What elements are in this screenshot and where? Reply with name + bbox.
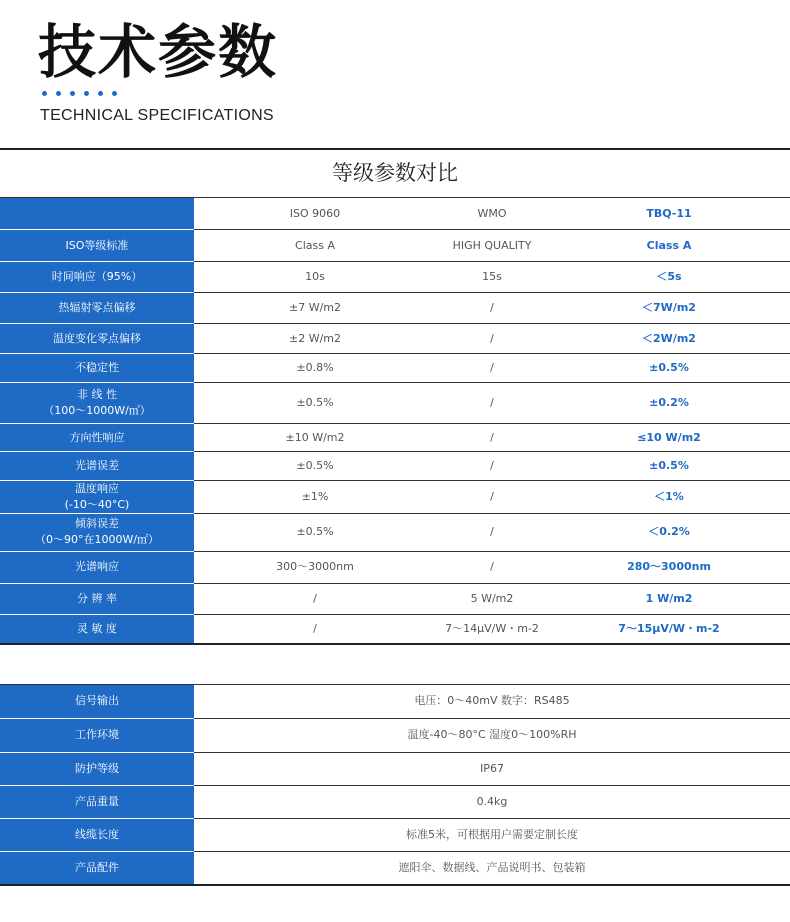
product-value: ＜1% xyxy=(548,481,790,514)
row-label: 分 辨 率 xyxy=(0,583,194,614)
row-label: 防护等级 xyxy=(0,752,194,785)
spec-value: 电压：0～40mV 数字：RS485 xyxy=(194,685,790,718)
iso-value: ±0.5% xyxy=(194,452,436,481)
wmo-value: / xyxy=(436,452,548,481)
iso-value: ±7 W/m2 xyxy=(194,293,436,324)
row-label: 光谱响应 xyxy=(0,551,194,583)
table-row xyxy=(0,452,790,481)
row-label: 光谱误差 xyxy=(0,452,194,481)
table-row xyxy=(0,424,790,452)
row-label: 信号输出 xyxy=(0,685,194,718)
spec-value: 标准5米，可根据用户需要定制长度 xyxy=(194,818,790,851)
row-label: 产品配件 xyxy=(0,851,194,885)
wmo-value: HIGH QUALITY xyxy=(436,230,548,262)
table-row xyxy=(0,718,790,752)
dot-icon xyxy=(84,91,89,96)
page-header xyxy=(0,0,790,150)
iso-value: / xyxy=(194,583,436,614)
column-header-iso: ISO 9060 xyxy=(194,198,436,230)
row-label: 产品重量 xyxy=(0,785,194,818)
table-row xyxy=(0,685,790,718)
table-row xyxy=(0,481,790,514)
row-label: ISO等级标准 xyxy=(0,230,194,262)
page-subtitle: TECHNICAL SPECIFICATIONS xyxy=(40,107,274,124)
table-row xyxy=(0,614,790,644)
product-value: 1 W/m2 xyxy=(548,583,790,614)
product-value: ±0.5% xyxy=(548,354,790,383)
spec-value: 0.4kg xyxy=(194,785,790,818)
column-header-product: TBQ-11 xyxy=(548,198,790,230)
product-value: ≤10 W/m2 xyxy=(548,424,790,452)
compare-table xyxy=(0,197,790,645)
row-label: 热辐射零点偏移 xyxy=(0,293,194,324)
table-row xyxy=(0,752,790,785)
dot-icon xyxy=(42,91,47,96)
product-value: 280～3000nm xyxy=(548,551,790,583)
dot-icon xyxy=(112,91,117,96)
product-value: Class A xyxy=(548,230,790,262)
product-value: ＜7W/m2 xyxy=(548,293,790,324)
product-value: ±0.5% xyxy=(548,452,790,481)
wmo-value: 5 W/m2 xyxy=(436,583,548,614)
dot-icon xyxy=(98,91,103,96)
row-label: 方向性响应 xyxy=(0,424,194,452)
row-label: 非 线 性 （100～1000W/㎡） xyxy=(0,383,194,424)
wmo-value: / xyxy=(436,513,548,551)
iso-value: ±0.8% xyxy=(194,354,436,383)
table-row xyxy=(0,354,790,383)
spec-value: 遮阳伞、数据线、产品说明书、包装箱 xyxy=(194,851,790,885)
table-row xyxy=(0,383,790,424)
product-value: ＜5s xyxy=(548,262,790,293)
table-row xyxy=(0,513,790,551)
row-label xyxy=(0,198,194,230)
wmo-value: / xyxy=(436,424,548,452)
row-label: 倾斜误差 （0～90°在1000W/㎡） xyxy=(0,513,194,551)
decorative-dots xyxy=(42,91,117,96)
wmo-value: / xyxy=(436,354,548,383)
table-row xyxy=(0,785,790,818)
wmo-value: / xyxy=(436,481,548,514)
row-label: 温度响应 (-10～40°C) xyxy=(0,481,194,514)
iso-value: Class A xyxy=(194,230,436,262)
table-row xyxy=(0,551,790,583)
table-row xyxy=(0,262,790,293)
table-row xyxy=(0,818,790,851)
table-row xyxy=(0,583,790,614)
table-row xyxy=(0,851,790,885)
iso-value: ±10 W/m2 xyxy=(194,424,436,452)
iso-value: 300～3000nm xyxy=(194,551,436,583)
table-header-row xyxy=(0,198,790,230)
page-title: 技术参数 xyxy=(38,18,279,86)
wmo-value: / xyxy=(436,293,548,324)
row-label: 不稳定性 xyxy=(0,354,194,383)
spec-value: IP67 xyxy=(194,752,790,785)
dot-icon xyxy=(56,91,61,96)
iso-value: ±1% xyxy=(194,481,436,514)
wmo-value: 15s xyxy=(436,262,548,293)
product-value: 7～15μV/W・m-2 xyxy=(548,614,790,644)
wmo-value: 7～14μV/W・m-2 xyxy=(436,614,548,644)
row-label: 线缆长度 xyxy=(0,818,194,851)
table-row xyxy=(0,324,790,354)
table-row xyxy=(0,293,790,324)
dot-icon xyxy=(70,91,75,96)
product-value: ＜0.2% xyxy=(548,513,790,551)
table-row xyxy=(0,230,790,262)
iso-value: ±2 W/m2 xyxy=(194,324,436,354)
compare-table-title: 等级参数对比 xyxy=(332,161,458,185)
product-value: ＜2W/m2 xyxy=(548,324,790,354)
row-label: 灵 敏 度 xyxy=(0,614,194,644)
column-header-wmo: WMO xyxy=(436,198,548,230)
spec-table xyxy=(0,685,790,886)
row-label: 工作环境 xyxy=(0,718,194,752)
wmo-value: / xyxy=(436,551,548,583)
wmo-value: / xyxy=(436,324,548,354)
iso-value: ±0.5% xyxy=(194,383,436,424)
row-label: 温度变化零点偏移 xyxy=(0,324,194,354)
spec-value: 温度-40～80°C 湿度0～100%RH xyxy=(194,718,790,752)
iso-value: ±0.5% xyxy=(194,513,436,551)
wmo-value: / xyxy=(436,383,548,424)
iso-value: 10s xyxy=(194,262,436,293)
row-label: 时间响应（95%） xyxy=(0,262,194,293)
product-value: ±0.2% xyxy=(548,383,790,424)
iso-value: / xyxy=(194,614,436,644)
